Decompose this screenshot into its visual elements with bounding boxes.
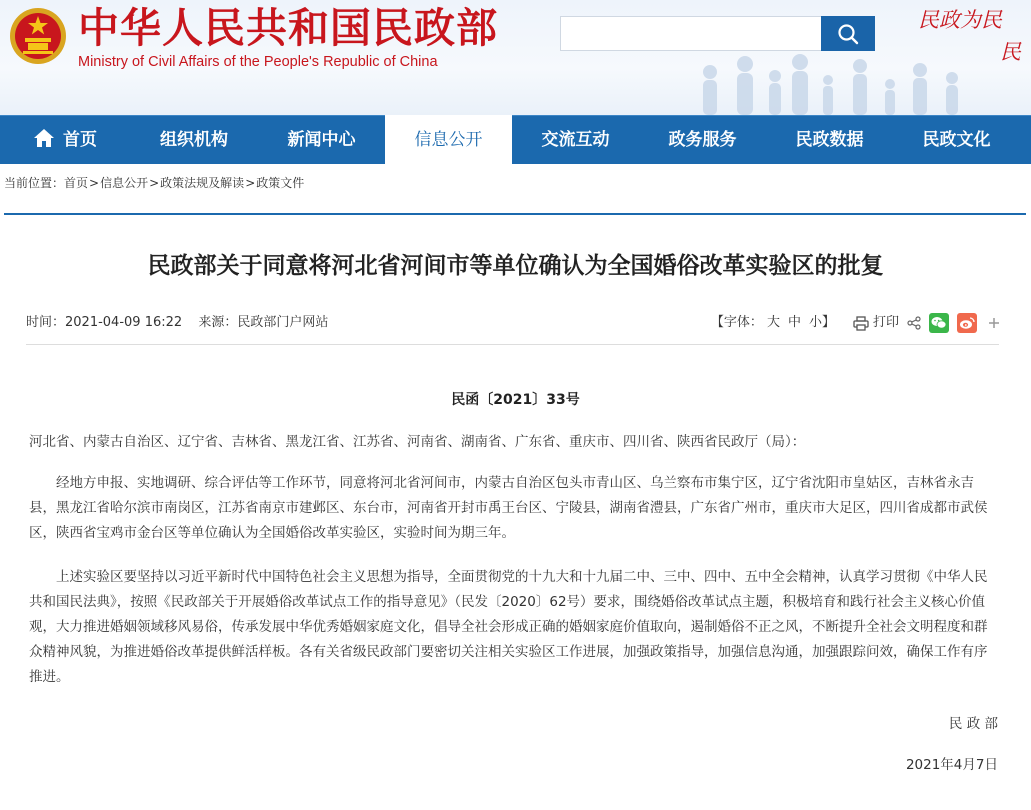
- article-meta: [26, 314, 328, 332]
- nav-item-interaction[interactable]: 交流互动: [541, 130, 610, 150]
- print-button[interactable]: [853, 311, 899, 335]
- print-icon: [853, 316, 869, 331]
- font-size-small-button[interactable]: 小】: [808, 315, 835, 330]
- site-title-cn[interactable]: 中华人民共和国民政部: [78, 4, 498, 52]
- breadcrumb-separator: >: [89, 176, 100, 190]
- source-value: 民政部门户网站: [237, 315, 329, 330]
- article-title: 民政部关于同意将河北省河间市等单位确认为全国婚俗改革实验区的批复: [147, 253, 884, 279]
- nav-item-organization[interactable]: 组织机构: [160, 130, 228, 150]
- nav-item-news[interactable]: 新闻中心: [287, 130, 356, 150]
- paragraph-2: 上述实验区要坚持以习近平新时代中国特色社会主义思想为指导，全面贯彻党的十九大和十九届二中、三中、四中、五中全会精神，认真学习贯彻《中华人民共和国民法典》，按照《民政部关于开展婚俗改革试点工作的指导意见》（民发〔2020〕62号）要求，围绕婚俗改革试点主题，积极培育和践行社会主义核心价值观，大力推进婚姻领域移风易俗，传承发展中华优秀婚姻家庭文化，倡导全社会形成正确的婚姻家庭价值取向，遏制婚俗不正之风，不断提升全社会文明程度和群众精神风貌，为推进婚俗改革提供鲜活样板。各有关省级民政部门要密切关注相关实验区工作进展，加强政策指导，加强信息沟通，加强跟踪问效，确保工作有序推进。: [29, 569, 988, 685]
- nav-label-home: 首页: [63, 130, 97, 150]
- breadcrumb: [4, 175, 304, 191]
- meta-divider: [26, 344, 999, 345]
- slogan: [918, 4, 1031, 74]
- national-emblem-icon: [8, 6, 68, 66]
- search-button[interactable]: [821, 16, 875, 51]
- breadcrumb-prefix: 当前位置：: [4, 176, 65, 190]
- document-number: 民函〔2021〕33号: [451, 392, 580, 408]
- nav-item-culture[interactable]: 民政文化: [922, 130, 991, 150]
- wechat-icon: [931, 316, 947, 330]
- paragraph-1: 经地方申报、实地调研、综合评估等工作环节，同意将河北省河间市，内蒙古自治区包头市青山区、乌兰察布市集宁区，辽宁省沈阳市皇姑区，吉林省永吉县，黑龙江省哈尔滨市南岗区，江苏省南京市建邺区、东台市，河南省开封市禹王台区、宁陵县，湖南省澧县，广东省广州市，重庆市大足区，四川省成都市武侯区，陕西省宝鸡市金台区等单位确认为全国婚俗改革实验区，实验时间为期三年。: [29, 475, 988, 541]
- nav-item-data[interactable]: 民政数据: [795, 130, 864, 150]
- slogan-line-2: 民: [1000, 40, 1021, 64]
- more-share-icon[interactable]: [987, 316, 1001, 330]
- main-nav: [0, 115, 1031, 164]
- addressee: 河北省、内蒙古自治区、辽宁省、吉林省、黑龙江省、江苏省、河南省、湖南省、广东省、重庆市、四川省、陕西省民政厅（局）：: [29, 434, 806, 450]
- home-icon: [33, 128, 55, 148]
- breadcrumb-info-disclosure[interactable]: 信息公开: [100, 176, 149, 190]
- publish-time: 2021-04-09 16:22: [65, 315, 183, 330]
- weibo-share-button[interactable]: [957, 313, 977, 333]
- breadcrumb-policy-docs[interactable]: 政策文件: [256, 176, 305, 190]
- header-banner: [0, 0, 1031, 115]
- nav-item-info-disclosure[interactable]: 信息公开: [385, 115, 512, 165]
- share-icon[interactable]: [907, 316, 921, 330]
- article-tools: [711, 311, 1001, 335]
- font-size-medium-button[interactable]: 中: [787, 315, 801, 330]
- source-label: 来源：: [198, 315, 238, 330]
- search-input[interactable]: [560, 16, 822, 51]
- nav-item-services[interactable]: 政务服务: [668, 130, 737, 150]
- print-label: 打印: [872, 315, 899, 330]
- font-size-label: 【字体：: [710, 315, 763, 330]
- breadcrumb-separator: >: [149, 176, 160, 190]
- signing-date: 2021年4月7日: [905, 757, 998, 773]
- wechat-share-button[interactable]: [929, 313, 949, 333]
- time-label: 时间：: [26, 315, 66, 330]
- slogan-line-1: 民政为民: [918, 8, 1002, 32]
- breadcrumb-separator: >: [245, 176, 256, 190]
- breadcrumb-divider: [4, 213, 1026, 215]
- breadcrumb-home[interactable]: 首页: [64, 176, 89, 190]
- font-size-large-button[interactable]: 大: [766, 315, 780, 330]
- nav-item-home[interactable]: [0, 116, 130, 165]
- search-icon: [837, 23, 859, 45]
- breadcrumb-policy[interactable]: 政策法规及解读: [160, 176, 245, 190]
- weibo-icon: [959, 316, 975, 330]
- site-title-en: Ministry of Civil Affairs of the People's Republic of China: [78, 54, 438, 70]
- signer: 民 政 部: [948, 716, 998, 732]
